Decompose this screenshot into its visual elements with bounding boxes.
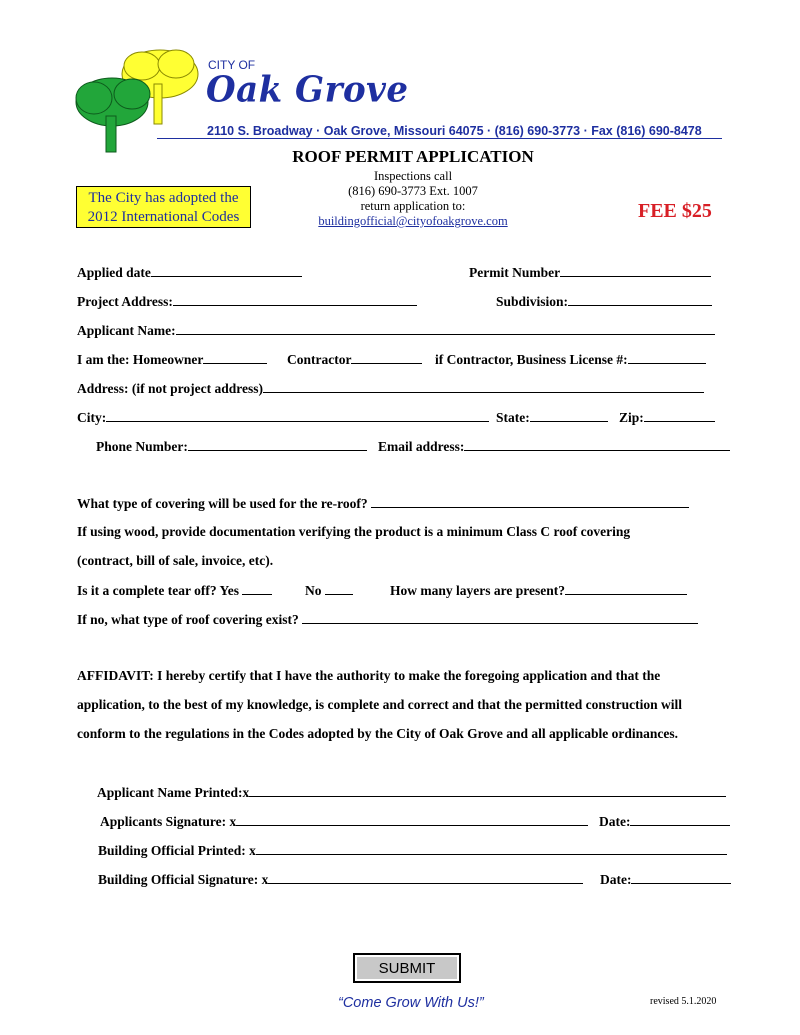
official-signature-label: Building Official Signature: x: [98, 872, 269, 887]
permit-number-field[interactable]: [560, 264, 711, 277]
applicant-signature-label: Applicants Signature: x: [100, 814, 237, 829]
homeowner-label: I am the: Homeowner: [77, 352, 204, 367]
email-link[interactable]: buildingofficial@cityofoakgrove.com: [318, 214, 508, 228]
applied-date-field[interactable]: [151, 264, 302, 277]
applied-date-label: Applied date: [77, 265, 151, 280]
applicant-printed-label: Applicant Name Printed:x: [97, 785, 250, 800]
zip-label: Zip:: [619, 410, 644, 425]
layers-field[interactable]: [565, 582, 687, 595]
applicant-name-label: Applicant Name:: [77, 323, 176, 338]
revision-date: revised 5.1.2020: [650, 996, 717, 1007]
header-divider: [157, 138, 722, 139]
phone-number-label: Phone Number:: [96, 439, 188, 454]
address-label: Address: (if not project address): [77, 381, 263, 396]
business-license-label: if Contractor, Business License #:: [435, 352, 628, 367]
existing-covering-question: If no, what type of roof covering exist?: [77, 612, 299, 627]
email-address-field[interactable]: [464, 438, 730, 451]
city-of-label: CITY OF: [208, 58, 256, 72]
inspections-text: Inspections call: [373, 169, 453, 183]
notice-line-2: 2012 International Codes: [87, 209, 240, 225]
green-tree-icon: [76, 78, 150, 152]
phone-number-field[interactable]: [188, 438, 367, 451]
fee-label: FEE $25: [638, 200, 712, 222]
return-text: return application to:: [360, 199, 466, 213]
applicant-name-field[interactable]: [176, 322, 715, 335]
applicant-date-field[interactable]: [630, 813, 730, 826]
layers-question: How many layers are present?: [390, 583, 565, 598]
applicant-date-label: Date:: [599, 814, 631, 829]
subdivision-label: Subdivision:: [496, 294, 569, 309]
email-address-label: Email address:: [378, 439, 465, 454]
notice-line-1: The City has adopted the: [88, 190, 239, 206]
city-label: City:: [77, 410, 107, 425]
applicant-printed-field[interactable]: [249, 784, 726, 797]
tear-off-no-field[interactable]: [325, 582, 353, 595]
address-field[interactable]: [263, 380, 704, 393]
city-field[interactable]: [106, 409, 489, 422]
covering-question: What type of covering will be used for the re-roof?: [77, 496, 368, 511]
permit-number-label: Permit Number: [469, 265, 561, 280]
inspections-phone: (816) 690-3773 Ext. 1007: [348, 184, 478, 198]
city-name: Oak Grove: [206, 69, 409, 111]
wood-requirement-line1: If using wood, provide documentation verifying the product is a minimum Class C roof covering: [77, 524, 631, 539]
project-address-field[interactable]: [173, 293, 417, 306]
slogan: “Come Grow With Us!”: [338, 995, 484, 1011]
existing-covering-field[interactable]: [302, 611, 698, 624]
wood-requirement-line2: (contract, bill of sale, invoice, etc).: [77, 553, 274, 568]
tear-off-no-label: No: [305, 583, 322, 598]
official-date-label: Date:: [600, 872, 632, 887]
city-address: 2110 S. Broadway · Oak Grove, Missouri 64075 · (816) 690-3773 · Fax (816) 690-8478: [207, 124, 702, 138]
official-date-field[interactable]: [631, 871, 731, 884]
contact-block: [300, 169, 526, 229]
project-address-label: Project Address:: [77, 294, 173, 309]
codes-notice: [76, 186, 251, 228]
tear-off-question: Is it a complete tear off? Yes: [77, 583, 239, 598]
oak-tree-logo: [72, 44, 202, 156]
affidavit-line-2: application, to the best of my knowledge, is complete and correct and that the permitted construction will: [77, 697, 682, 712]
applicant-signature-field[interactable]: [236, 813, 588, 826]
contractor-field[interactable]: [351, 351, 422, 364]
contractor-label: Contractor: [287, 352, 352, 367]
covering-field[interactable]: [371, 495, 689, 508]
official-signature-field[interactable]: [268, 871, 583, 884]
state-field[interactable]: [530, 409, 608, 422]
homeowner-field[interactable]: [203, 351, 267, 364]
business-license-field[interactable]: [628, 351, 706, 364]
form-title: ROOF PERMIT APPLICATION: [292, 147, 534, 166]
tear-off-yes-field[interactable]: [242, 582, 272, 595]
submit-button[interactable]: SUBMIT: [353, 953, 461, 983]
affidavit-text: [77, 661, 737, 748]
affidavit-line-1: AFFIDAVIT: I hereby certify that I have the authority to make the foregoing application and that the: [77, 668, 661, 683]
zip-field[interactable]: [644, 409, 715, 422]
subdivision-field[interactable]: [568, 293, 712, 306]
state-label: State:: [496, 410, 530, 425]
official-printed-label: Building Official Printed: x: [98, 843, 256, 858]
affidavit-line-3: conform to the regulations in the Codes adopted by the City of Oak Grove and all applicable ordinances.: [77, 726, 679, 741]
official-printed-field[interactable]: [256, 842, 727, 855]
